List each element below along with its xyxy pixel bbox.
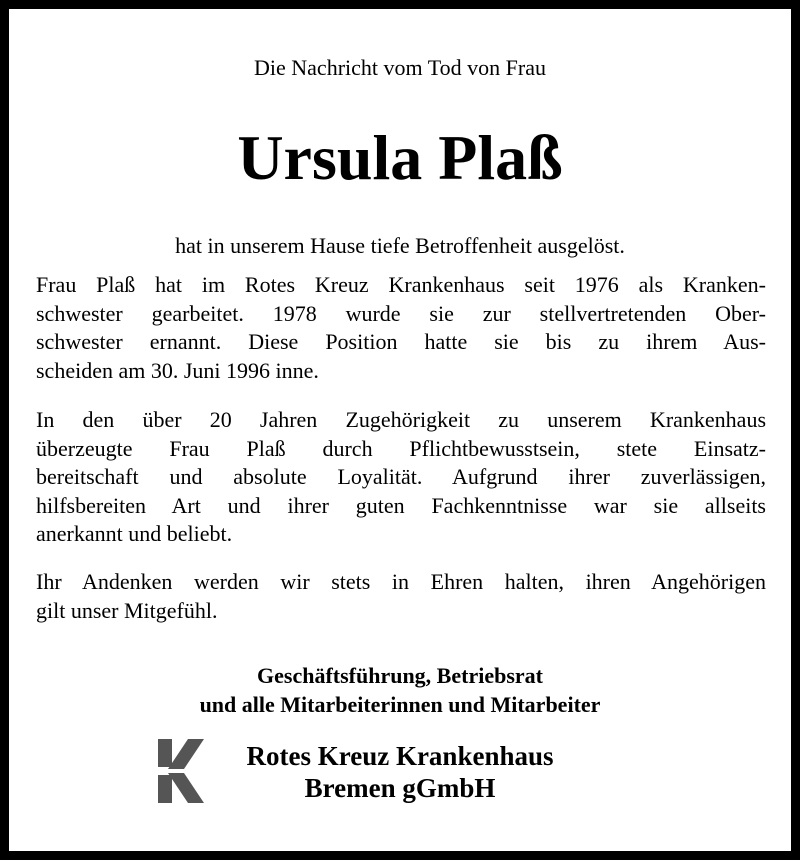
paragraph-line: scheiden am 30. Juni 1996 inne. xyxy=(36,357,319,383)
paragraph-line: bereitschaft und absolute Loyalität. Aufgrund ihrer zuverlässigen, xyxy=(36,464,766,489)
paragraph-line: Frau Plaß hat im Rotes Kreuz Krankenhaus seit 1976 als Kranken- xyxy=(36,272,766,297)
paragraph-line: In den über 20 Jahren Zugehörigkeit zu unserem Krankenhaus xyxy=(36,407,766,432)
rkk-k-logo-icon xyxy=(158,739,204,803)
paragraph-line: überzeugte Frau Plaß durch Pflichtbewusstsein, stete Einsatz- xyxy=(36,435,766,461)
paragraph-line: gilt unser Mitgefühl. xyxy=(36,597,218,623)
paragraph-line: Ihr Andenken werden wir stets in Ehren halten, ihren Angehörigen xyxy=(36,569,766,594)
paragraph-remembrance xyxy=(36,568,766,625)
paragraph-tribute xyxy=(36,406,766,549)
paragraph-line: hilfsbereiten Art und ihrer guten Fachkenntnisse war sie allseits xyxy=(36,492,766,518)
organization-line: Bremen gGmbH xyxy=(304,773,496,803)
sender-block xyxy=(0,661,800,719)
paragraph-line: schwester gearbeitet. 1978 wurde sie zur stellvertretenden Ober- xyxy=(36,300,766,326)
paragraph-career xyxy=(36,271,766,385)
sender-line: und alle Mitarbeiterinnen und Mitarbeiter xyxy=(199,692,601,717)
paragraph-line: anerkannt und beliebt. xyxy=(36,521,233,546)
subline-text: hat in unserem Hause tiefe Betroffenheit ausgelöst. xyxy=(175,233,625,258)
organization-line: Rotes Kreuz Krankenhaus xyxy=(246,741,554,771)
organization-name xyxy=(220,740,580,804)
sender-line: Geschäftsführung, Betriebsrat xyxy=(257,663,543,688)
paragraph-line: schwester ernannt. Diese Position hatte sie bis zu ihrem Aus- xyxy=(36,329,766,354)
deceased-name: Ursula Plaß xyxy=(237,122,563,193)
intro-text: Die Nachricht vom Tod von Frau xyxy=(254,55,546,80)
